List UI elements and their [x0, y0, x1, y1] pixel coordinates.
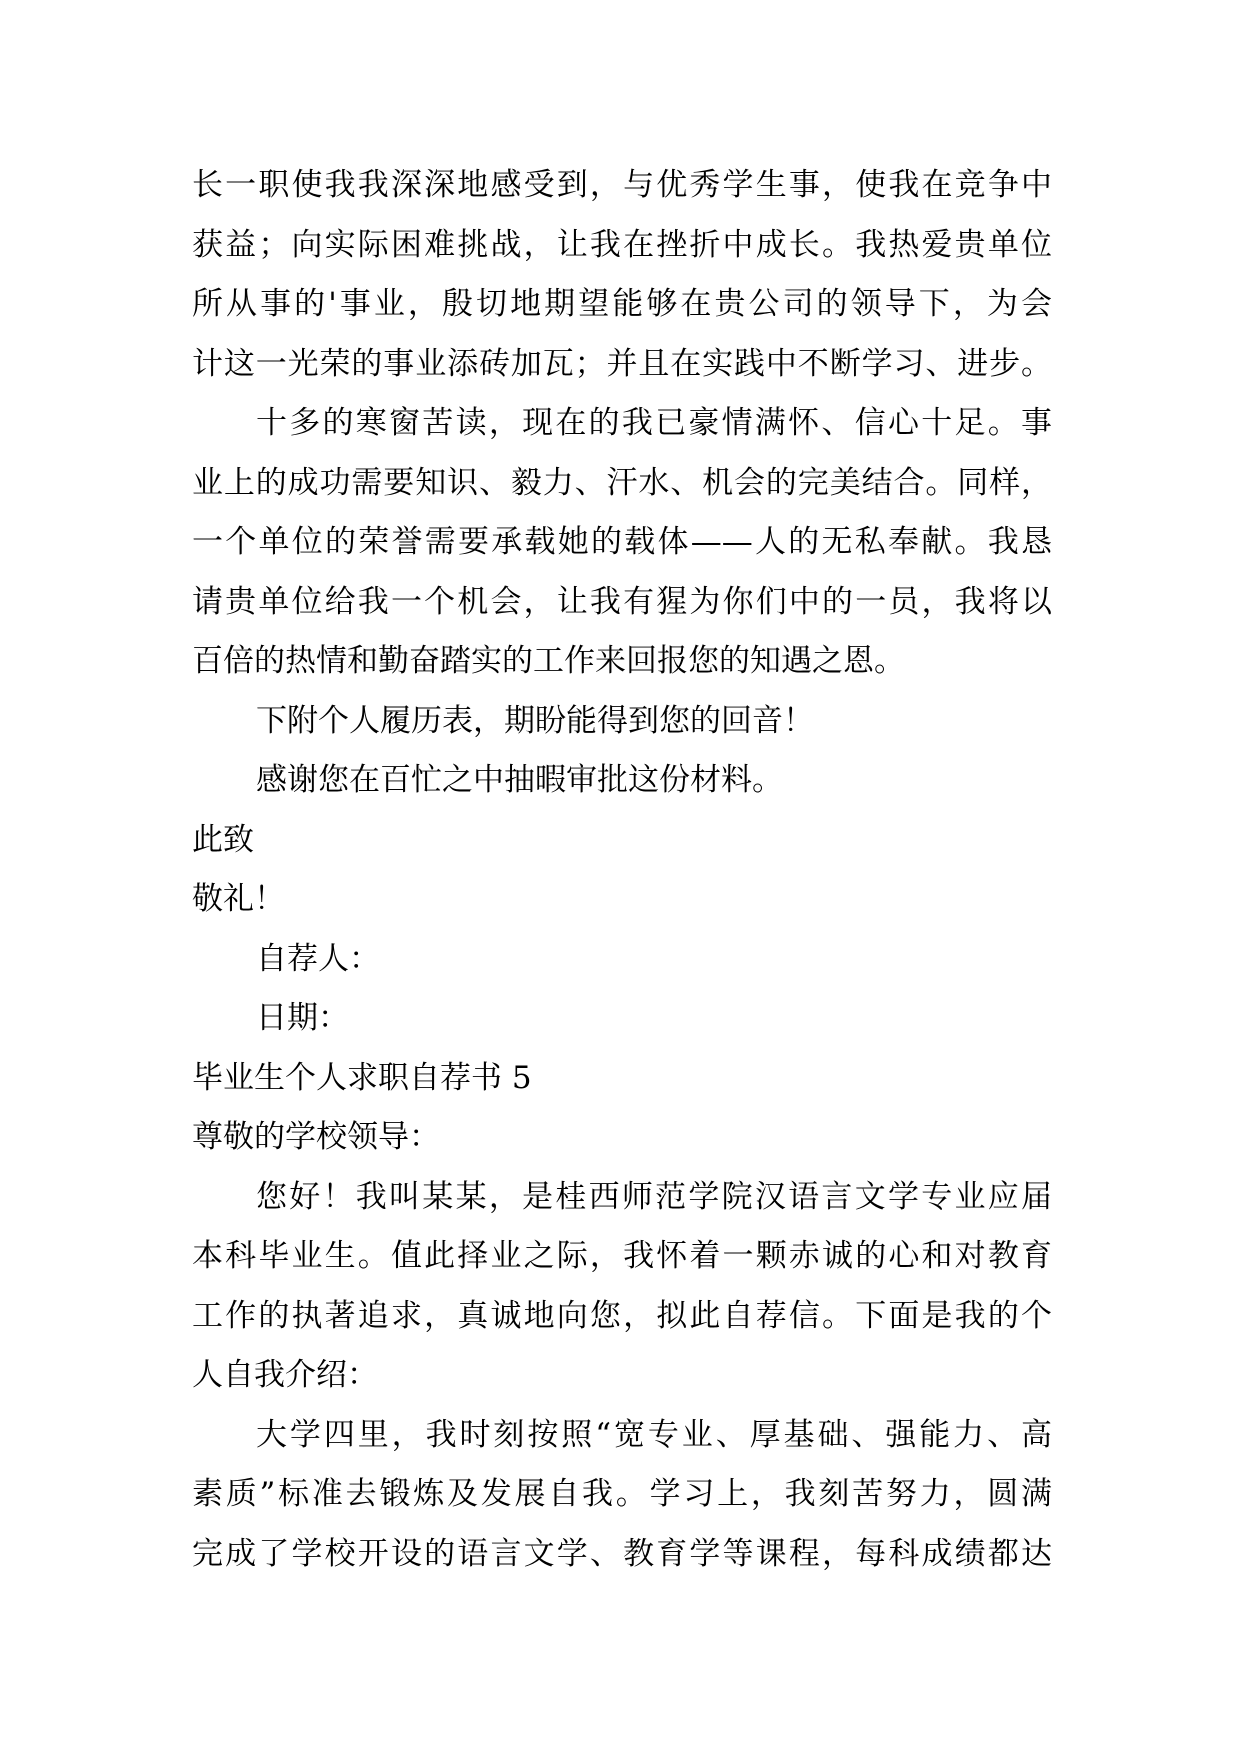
section-title: 毕业生个人求职自荐书 5 [192, 1059, 532, 1096]
body-text-line: 感谢您在百忙之中抽暇审批这份材料。 [256, 762, 783, 798]
body-text-line: 获益；向实际困难挑战，让我在挫折中成长。我热爱贵单位 [192, 226, 1052, 263]
greeting: 尊敬的学校领导： [192, 1119, 440, 1155]
signature-label: 自荐人： [256, 940, 380, 977]
body-text-line: 本科毕业生。值此择业之际，我怀着一颗赤诚的心和对教育 [192, 1238, 1052, 1274]
body-text-line: 素质”标准去锻炼及发展自我。学习上，我刻苦努力，圆满 [192, 1476, 1052, 1512]
closing-salutation: 此致 [192, 821, 254, 858]
closing-regards: 敬礼！ [192, 881, 285, 917]
body-text-line: 您好！我叫某某，是桂西师范学院汉语言文学专业应届 [256, 1178, 1052, 1215]
body-text-line: 长一职使我我深深地感受到，与优秀学生事，使我在竞争中 [192, 167, 1052, 203]
body-text-line: 人自我介绍： [192, 1357, 378, 1393]
body-text-line: 工作的执著追求，真诚地向您，拟此自荐信。下面是我的个 [192, 1297, 1052, 1334]
body-text-line: 十多的寒窗苦读，现在的我已豪情满怀、信心十足。事 [256, 405, 1052, 441]
body-text-line: 请贵单位给我一个机会，让我有猩为你们中的一员，我将以 [192, 583, 1052, 620]
body-text-line: 业上的成功需要知识、毅力、汗水、机会的完美结合。同样， [192, 464, 1052, 501]
date-label: 日期： [256, 1000, 349, 1036]
body-text-line: 大学四里，我时刻按照“宽专业、厚基础、强能力、高 [256, 1416, 1052, 1453]
body-text-line: 一个单位的荣誉需要承载她的载体——人的无私奉献。我恳 [192, 524, 1052, 560]
body-text-line: 计这一光荣的事业添砖加瓦；并且在实践中不断学习、进步。 [192, 345, 1052, 382]
body-text-line: 百倍的热情和勤奋踏实的工作来回报您的知遇之恩。 [192, 643, 905, 679]
document-page [192, 156, 1052, 1584]
body-text-line: 下附个人履历表，期盼能得到您的回音！ [256, 702, 814, 739]
body-text-line: 所从事的'事业，殷切地期望能够在贵公司的领导下，为会 [192, 286, 1052, 322]
body-text-line: 完成了学校开设的语言文学、教育学等课程，每科成绩都达 [192, 1535, 1052, 1572]
